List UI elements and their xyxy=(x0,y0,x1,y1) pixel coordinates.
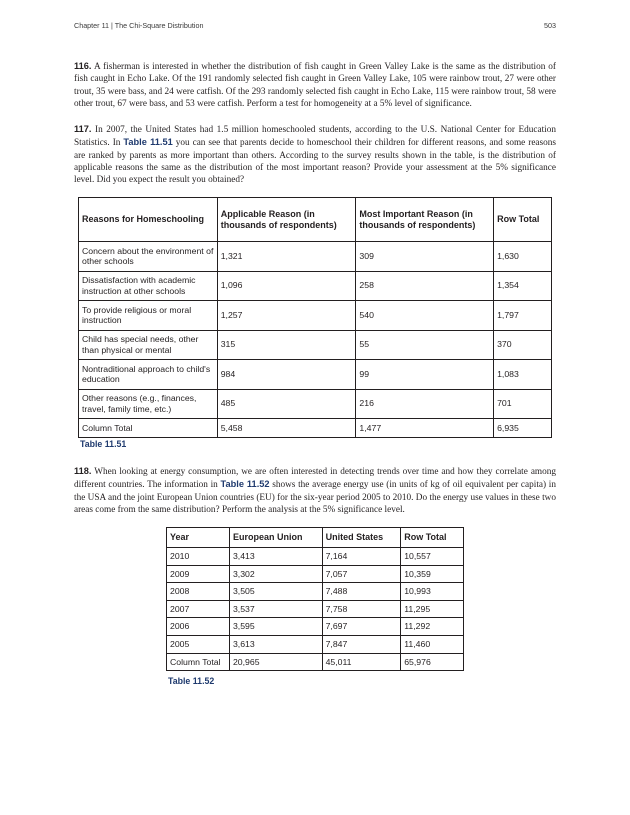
table-11-51-link[interactable]: Table 11.51 xyxy=(123,137,173,148)
table-cell: 6,935 xyxy=(494,419,552,438)
table-cell: 315 xyxy=(217,330,356,360)
table-cell: 1,797 xyxy=(494,301,552,331)
problem-number: 117. xyxy=(74,124,92,134)
table-row xyxy=(79,301,552,331)
column-header: Year xyxy=(167,528,230,548)
table-cell: 1,354 xyxy=(494,271,552,301)
table-cell: 485 xyxy=(217,389,356,419)
table-cell: 20,965 xyxy=(229,653,322,671)
table-row xyxy=(167,548,464,566)
column-header: Most Important Reason (in thousands of respondents) xyxy=(356,198,494,242)
table-cell: 370 xyxy=(494,330,552,360)
table-cell: 1,477 xyxy=(356,419,494,438)
table-cell: Column Total xyxy=(79,419,218,438)
table-cell: 3,302 xyxy=(229,565,322,583)
table-cell: 3,537 xyxy=(229,600,322,618)
table-cell: 2006 xyxy=(167,618,230,636)
table-cell: 10,359 xyxy=(401,565,464,583)
table-row xyxy=(167,635,464,653)
column-header: Row Total xyxy=(401,528,464,548)
table-row xyxy=(79,271,552,301)
table-cell: To provide religious or moral instruction xyxy=(79,301,218,331)
problem-117 xyxy=(74,123,556,186)
problem-116 xyxy=(74,60,556,110)
problem-text: When looking at energy consumption, we are often interested in detecting trends over time and how they correlate among different countries. The information in xyxy=(74,467,556,491)
table-row xyxy=(79,242,552,272)
running-header xyxy=(74,21,556,33)
table-row xyxy=(79,330,552,360)
table-cell: 216 xyxy=(356,389,494,419)
chapter-title: Chapter 11 | The Chi-Square Distribution xyxy=(74,21,204,30)
table-cell: 2008 xyxy=(167,583,230,601)
table-cell: 55 xyxy=(356,330,494,360)
table-cell: 3,613 xyxy=(229,635,322,653)
table-cell: Column Total xyxy=(167,653,230,671)
table-cell: Concern about the environment of other schools xyxy=(79,242,218,272)
table-cell: 7,758 xyxy=(322,600,401,618)
table-cell: 3,595 xyxy=(229,618,322,636)
table-cell: 65,976 xyxy=(401,653,464,671)
table-cell: Other reasons (e.g., finances, travel, family time, etc.) xyxy=(79,389,218,419)
table-cell: 10,557 xyxy=(401,548,464,566)
table-cell: 2007 xyxy=(167,600,230,618)
column-header: Applicable Reason (in thousands of respondents) xyxy=(217,198,356,242)
problem-text: shows the average energy use (in units of kg of oil equivalent per capita) in the USA and the joint European Union countries (EU) for the six-year period 2005 to 2010. Do the energy use values in these two areas come from the same distribution? Perform the analysis at the 5% significance level. xyxy=(74,480,556,515)
page-number: 503 xyxy=(544,21,556,30)
problem-number: 116. xyxy=(74,61,92,71)
table-cell: 1,630 xyxy=(494,242,552,272)
column-header: Reasons for Homeschooling xyxy=(79,198,218,242)
problem-text: In 2007, the United States had 1.5 million homeschooled students, according to the U.S. National Center for Education Statistics. In xyxy=(74,125,556,149)
table-cell: 2010 xyxy=(167,548,230,566)
table-row xyxy=(79,389,552,419)
table-cell: 3,413 xyxy=(229,548,322,566)
table-cell: 984 xyxy=(217,360,356,390)
table-cell: 1,096 xyxy=(217,271,356,301)
table-caption: Table 11.51 xyxy=(80,439,127,449)
table-11-52 xyxy=(166,527,464,671)
problem-number: 118. xyxy=(74,466,92,476)
table-row xyxy=(167,600,464,618)
table-cell: 1,083 xyxy=(494,360,552,390)
table-cell: Child has special needs, other than physical or mental xyxy=(79,330,218,360)
table-row xyxy=(167,618,464,636)
table-cell: 7,847 xyxy=(322,635,401,653)
table-cell: 7,164 xyxy=(322,548,401,566)
table-11-51 xyxy=(78,197,552,438)
column-header: United States xyxy=(322,528,401,548)
table-row xyxy=(167,565,464,583)
table-cell: 701 xyxy=(494,389,552,419)
table-cell: 1,257 xyxy=(217,301,356,331)
table-cell: 11,295 xyxy=(401,600,464,618)
problem-text: you can see that parents decide to homeschool their children for different reasons, and some reasons are ranked by parents as more important than others. According to the survey results shown in the table, is the distribution of applicable reasons the same as the distribution of the most important reason? Provide your assessment at the 5% significance level. Did you expect the result you obtained? xyxy=(74,138,556,186)
table-total-row xyxy=(167,653,464,671)
table-cell: 2005 xyxy=(167,635,230,653)
table-total-row xyxy=(79,419,552,438)
table-cell: 1,321 xyxy=(217,242,356,272)
table-cell: 11,460 xyxy=(401,635,464,653)
table-caption: Table 11.52 xyxy=(168,676,215,686)
table-cell: 10,993 xyxy=(401,583,464,601)
table-cell: 2009 xyxy=(167,565,230,583)
table-cell: 7,697 xyxy=(322,618,401,636)
table-cell: 7,057 xyxy=(322,565,401,583)
column-header: Row Total xyxy=(494,198,552,242)
table-cell: 11,292 xyxy=(401,618,464,636)
table-cell: 3,505 xyxy=(229,583,322,601)
table-cell: 540 xyxy=(356,301,494,331)
table-cell: 258 xyxy=(356,271,494,301)
table-row xyxy=(167,583,464,601)
table-cell: 45,011 xyxy=(322,653,401,671)
table-header-row xyxy=(79,198,552,242)
table-cell: Nontraditional approach to child's education xyxy=(79,360,218,390)
problem-118 xyxy=(74,465,556,516)
column-header: European Union xyxy=(229,528,322,548)
problem-text: A fisherman is interested in whether the distribution of fish caught in Green Valley Lake is the same as the distribution of fish caught in Echo Lake. Of the 191 randomly selected fish caught in Green Valley Lake, 105 were rainbow trout, 27 were other trout, 35 were bass, and 24 were catfish. Of the 293 randomly selected fish caught in Echo Lake, 115 were rainbow trout, 58 were other trout, 67 were bass, and 53 were catfish. Perform a test for homogeneity at a 5% level of significance. xyxy=(74,62,556,109)
table-row xyxy=(79,360,552,390)
table-11-52-link[interactable]: Table 11.52 xyxy=(220,479,270,490)
table-cell: 7,488 xyxy=(322,583,401,601)
table-header-row xyxy=(167,528,464,548)
table-cell: Dissatisfaction with academic instruction at other schools xyxy=(79,271,218,301)
table-cell: 5,458 xyxy=(217,419,356,438)
table-cell: 309 xyxy=(356,242,494,272)
table-cell: 99 xyxy=(356,360,494,390)
